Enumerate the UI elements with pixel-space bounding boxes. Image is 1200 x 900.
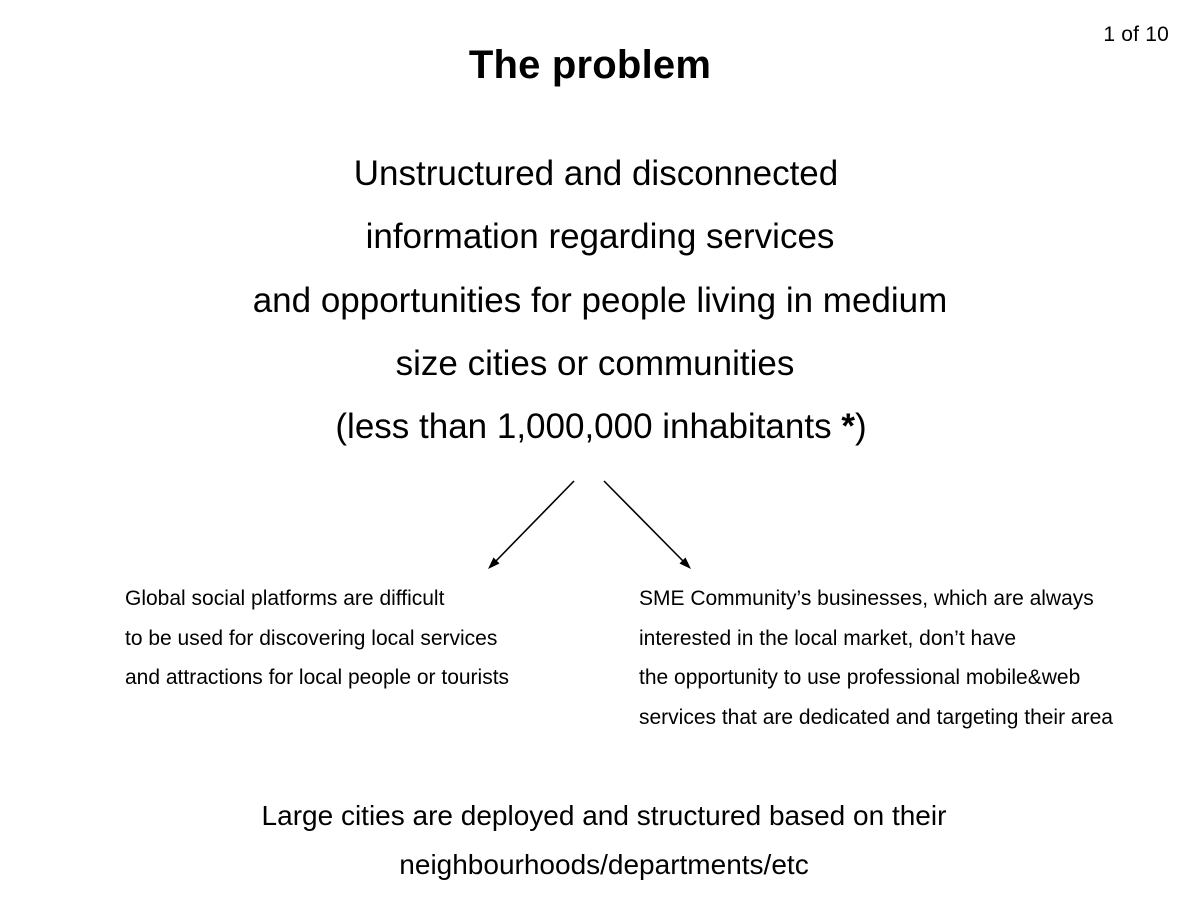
statement-line: size cities or communities	[395, 344, 795, 383]
statement-line: and opportunities for people living in medium	[252, 281, 948, 320]
page-counter: 1 of 10	[1103, 23, 1169, 46]
footer-line: neighbourhoods/departments/etc	[399, 849, 809, 880]
statement-text: (less than 1,000,000 inhabitants	[335, 407, 842, 446]
asterisk-marker: *	[841, 407, 855, 446]
statement-line: Unstructured and disconnected	[353, 154, 839, 193]
right-column-line: services that are dedicated and targeting their area	[639, 705, 1113, 729]
right-column	[639, 579, 1113, 737]
left-column-line: and attractions for local people or tourists	[125, 666, 510, 689]
right-column-line: interested in the local market, don’t have	[639, 626, 1017, 650]
statement-text: )	[854, 407, 867, 446]
left-column-line: Global social platforms are difficult	[125, 587, 445, 610]
footer-line: Large cities are deployed and structured based on their	[261, 800, 947, 831]
statement-line	[1, 409, 1200, 444]
left-arrowhead	[488, 558, 500, 570]
right-arrow-line	[604, 481, 685, 563]
right-column-line: the opportunity to use professional mobile&web	[639, 666, 1081, 689]
right-column-line: SME Community’s businesses, which are always	[639, 587, 1094, 610]
left-column	[125, 579, 509, 698]
left-arrow-line	[494, 481, 574, 563]
right-arrowhead	[680, 558, 692, 570]
left-column-line: to be used for discovering local services	[125, 626, 498, 650]
statement-line: information regarding services	[365, 217, 835, 256]
slide-title: The problem	[468, 43, 712, 87]
